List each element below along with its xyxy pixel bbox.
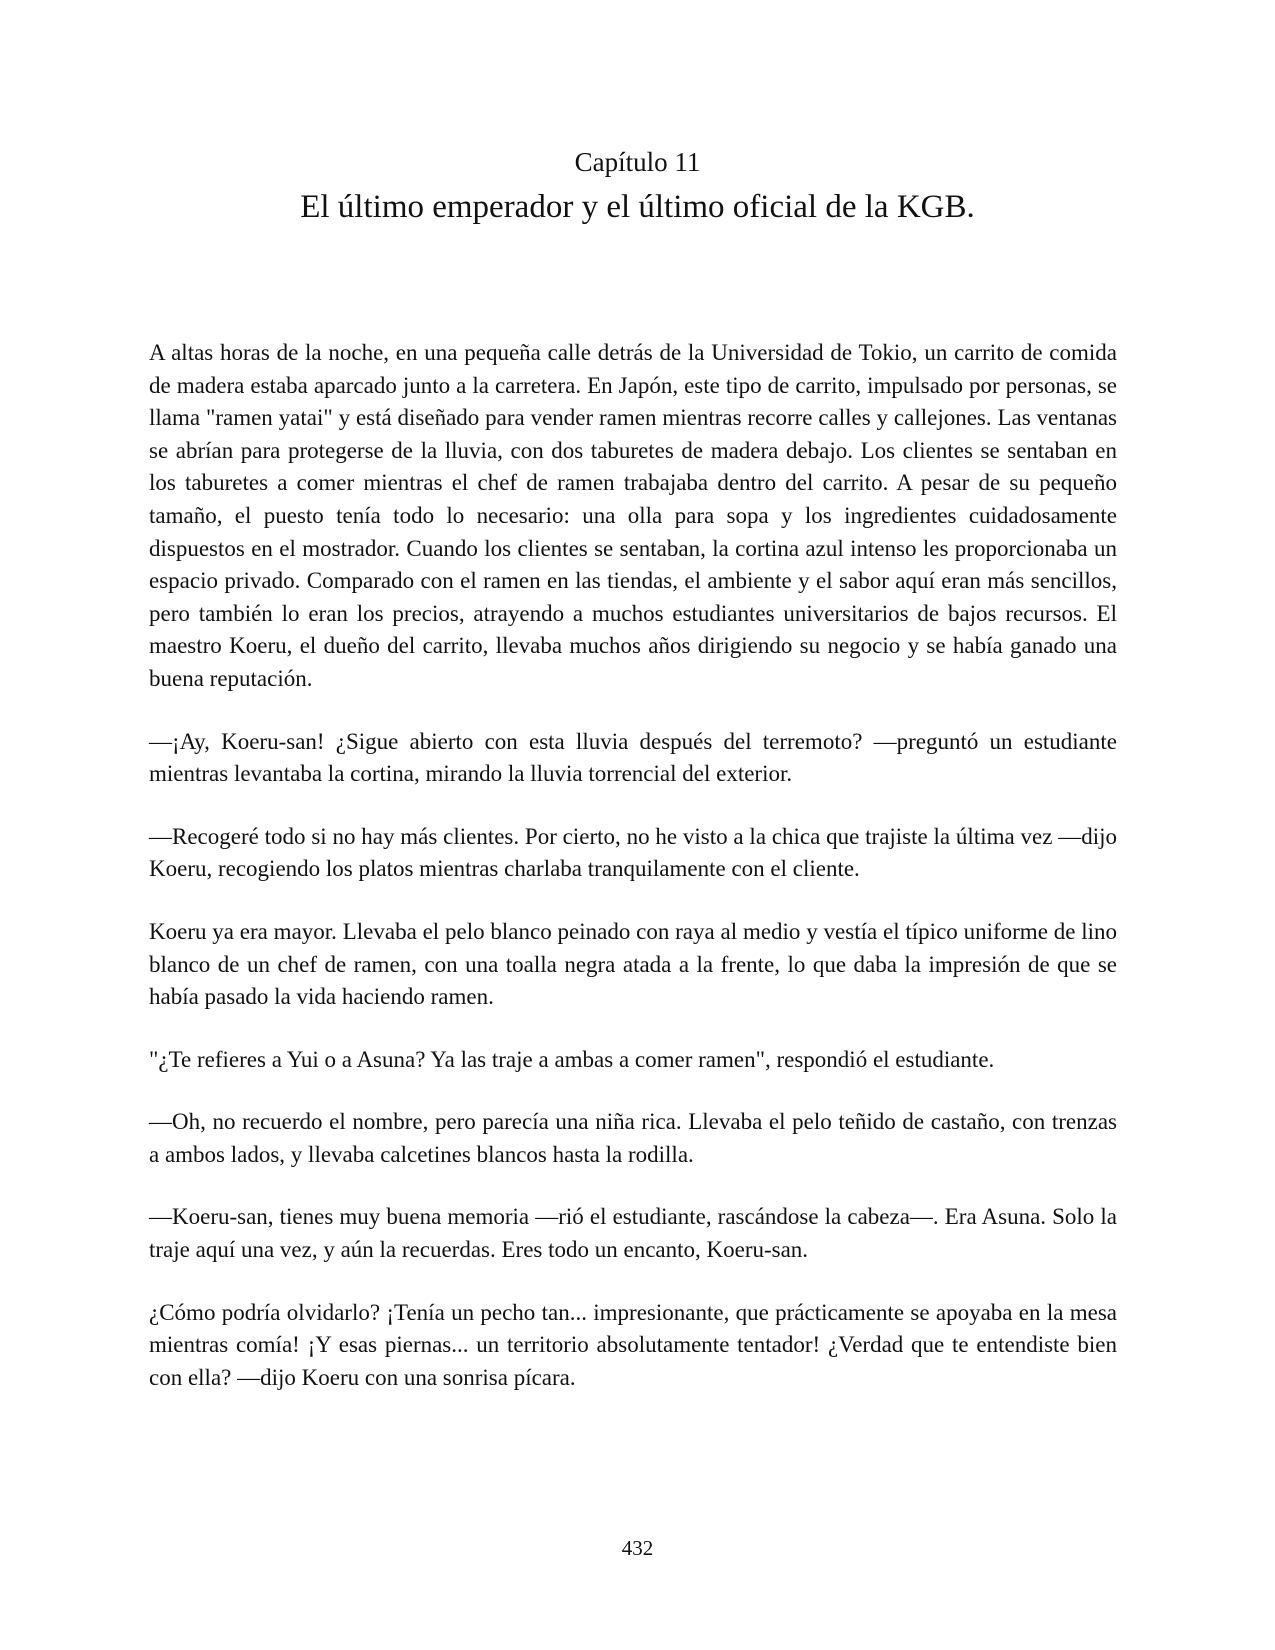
- paragraph: —Oh, no recuerdo el nombre, pero parecía una niña rica. Llevaba el pelo teñido de castaño, con trenzas a ambos lados, y llevaba calcetines blancos hasta la rodilla.: [149, 1109, 1117, 1167]
- page-number: 432: [621, 1536, 654, 1560]
- paragraph: —Recogeré todo si no hay más clientes. Por cierto, no he visto a la chica que trajiste la última vez —dijo Koeru, recogiendo los platos mientras charlaba tranquilamente con el cliente.: [149, 823, 1117, 882]
- paragraph: —¡Ay, Koeru-san! ¿Sigue abierto con esta lluvia después del terremoto? —preguntó un estudiante mientras levantaba la cortina, mirando la lluvia torrencial del exterior.: [149, 728, 1117, 787]
- chapter-label: Capítulo 11: [574, 147, 701, 177]
- paragraph: —Koeru-san, tienes muy buena memoria —rió el estudiante, rascándose la cabeza—. Era Asuna. Solo la traje aquí una vez, y aún la recuerdas. Eres todo un encanto, Koeru-san.: [149, 1204, 1117, 1263]
- chapter-title: El último emperador y el último oficial de la KGB.: [300, 189, 975, 225]
- paragraph: "¿Te refieres a Yui o a Asuna? Ya las traje a ambas a comer ramen", respondió el estudiante.: [149, 1046, 995, 1072]
- paragraph: ¿Cómo podría olvidarlo? ¡Tenía un pecho tan... impresionante, que prácticamente se apoyaba en la mesa mientras comía! ¡Y esas piernas... un territorio absolutamente tentador! ¿Verdad que te entendiste bien con ella? —dijo Koeru con una sonrisa pícara.: [149, 1299, 1117, 1390]
- body-text: [149, 337, 1117, 1424]
- paragraph: Koeru ya era mayor. Llevaba el pelo blanco peinado con raya al medio y vestía el típico uniforme de lino blanco de un chef de ramen, con una toalla negra atada a la frente, lo que daba la impresión de que se había pasado la vida haciendo ramen.: [149, 918, 1117, 1010]
- paragraph: A altas horas de la noche, en una pequeña calle detrás de la Universidad de Tokio, un carrito de comida de madera estaba aparcado junto a la carretera. En Japón, este tipo de carrito, impulsado por personas, se llama "ramen yatai" y está diseñado para vender ramen mientras recorre calles y callejones. Las ventanas se abrían para protegerse de la lluvia, con dos taburetes de madera debajo. Los clientes se sentaban en los taburetes a comer mientras el chef de ramen trabajaba dentro del carrito. A pesar de su pequeño tamaño, el puesto tenía todo lo necesario: una olla para sopa y los ingredientes cuidadosamente dispuestos en el mostrador. Cuando los clientes se sentaban, la cortina azul intenso les proporcionaba un espacio privado. Comparado con el ramen en las tiendas, el ambiente y el sabor aquí eran más sencillos, pero también lo eran los precios, atrayendo a muchos estudiantes universitarios de bajos recursos. El maestro Koeru, el dueño del carrito, llevaba muchos años dirigiendo su negocio y se había ganado una buena reputación.: [149, 340, 1117, 691]
